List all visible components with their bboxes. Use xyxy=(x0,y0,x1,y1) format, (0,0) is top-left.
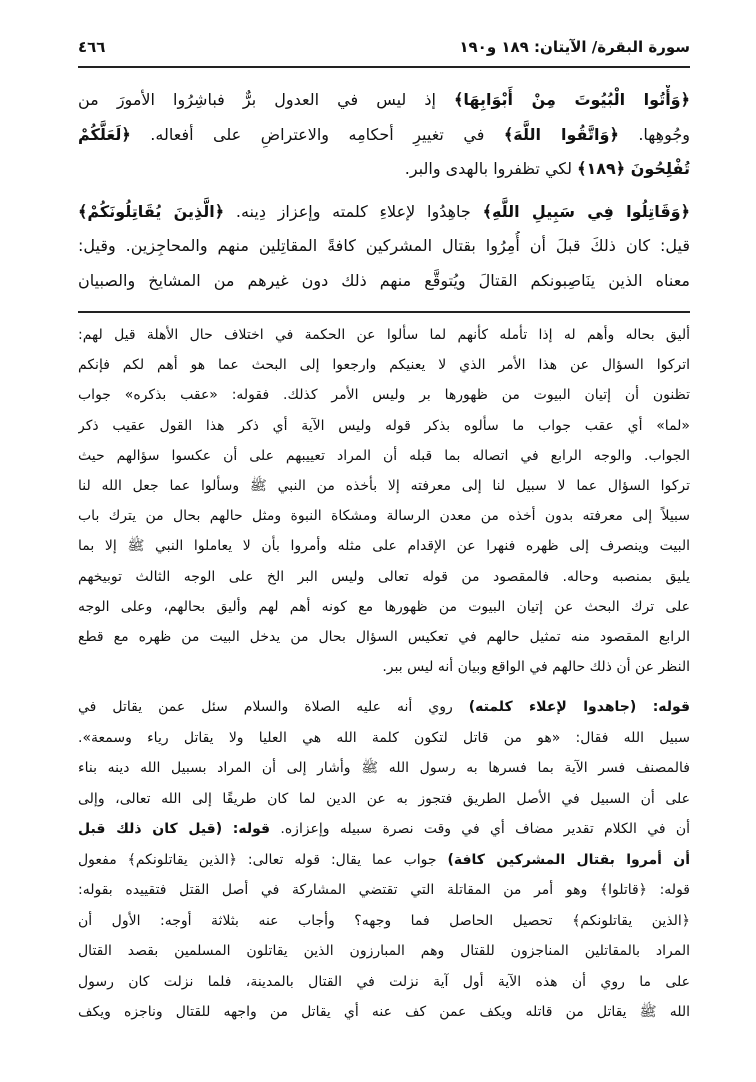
text-line xyxy=(78,381,690,409)
text-line xyxy=(78,442,690,470)
text-segment: لكي تظفروا بالهدى والبر. xyxy=(404,159,578,178)
text-line xyxy=(78,266,690,296)
text-segment: معناه الذين ينَاصِبونكم القتالَ ويُتوقَّع منهم ذلك دون غيرهم من المشايخ والصبيان xyxy=(78,270,690,290)
text-segment: قوله: ﴿قاتلوا﴾ وهو أمر من المقاتلة التي تقتضي المشاركة في أصل القتل فتقييده بقوله: xyxy=(78,882,690,898)
text-line xyxy=(78,532,690,560)
text-line xyxy=(78,968,690,996)
text-segment: في تغييرِ أحكامِه والاعتراضِ على أفعاله. xyxy=(130,124,504,144)
text-line xyxy=(78,724,690,752)
text-segment: تظنون أن إتيان البيوت من ظهورها بر وليس الأمر كذلك. فقوله: «عقب بذكره» جواب xyxy=(78,387,690,404)
text-segment: إذ ليس في العدول برٌّ فباشِرُوا الأمورَ من xyxy=(78,90,455,109)
text-segment: الله ﷺ يقاتل من قاتله ويكف عمن كف عنه أي يقاتل من واجهه للقتال وناجزه ويكف xyxy=(78,1004,690,1020)
bold-quote-segment: قوله: (قيل كان ذلك قبل xyxy=(78,821,271,837)
bold-quote-segment: ﴿لَعَلَّكُمْ xyxy=(78,124,131,144)
text-line xyxy=(78,846,690,874)
bold-quote-segment: ﴿وَاتَّقُوا اللَّهَ﴾ xyxy=(503,124,619,144)
bold-quote-segment: ﴿وَقَاتِلُوا فِي سَبِيلِ اللَّهِ﴾ xyxy=(482,201,690,221)
text-line xyxy=(78,502,690,530)
text-line xyxy=(78,815,690,843)
text-line xyxy=(78,351,690,379)
footnote-separator xyxy=(78,311,690,313)
text-segment: على ما روي أن هذه الآية أول آية نزلت في القتال بالمدينة، فلما نزلت كان رسول xyxy=(78,973,690,990)
text-segment: البيت وينصرف إلى ظهره فنهرا عن الإقدام على مثله وأمروا بأن لا يعاملوا النبي ﷺ إلا بما xyxy=(78,538,690,555)
text-line xyxy=(78,321,690,349)
text-line xyxy=(78,120,690,150)
text-segment: النظر عن أن ذلك حالهم في الواقع وبيان أنه ليس ببر. xyxy=(382,659,690,676)
text-line xyxy=(78,472,690,500)
bold-quote-segment: قوله: (جاهدوا لإعلاء كلمته) xyxy=(468,699,690,715)
text-line xyxy=(78,593,690,621)
text-segment: اتركوا السؤال عن هذا الأمر الذي لا يعنيكم وارجعوا إلى البحث عما هو أهم لكم فإنكم xyxy=(78,357,690,374)
text-segment: أن في الكلام تقدير مضاف أي في وقت نصرة سبيله وإعزازه. xyxy=(270,821,690,837)
text-segment: الجواب. والوجه الرابع في اتصاله بما قبله أن المراد تعييبهم على أن عكسوا سؤالهم حيث xyxy=(78,447,690,464)
page-number: ٤٦٦ xyxy=(78,38,106,56)
text-segment: سبيل الله فقال: «هو من قاتل لتكون كلمة الله هي العليا ولا يقاتل رياء وسمعة». xyxy=(78,729,690,746)
text-segment: الرابع المقصود منه تمثيل حالهم في تعكيس السؤال بحال من يدخل البيت من ظهره مع قطع xyxy=(78,629,690,645)
text-line xyxy=(78,785,690,813)
text-line xyxy=(78,876,690,904)
text-segment: وجُوهِها. xyxy=(618,124,690,144)
text-line xyxy=(78,754,690,782)
text-line xyxy=(78,231,690,261)
text-segment: المراد بالمقاتلين المناجزون للقتال وهم المبارزون الذين يقاتلون المسلمين بقصد القتال xyxy=(78,943,690,959)
text-segment: تركوا السؤال عما لا سبيل لنا إلى معرفته إلا بأخذه من النبي ﷺ وسألوا عما جعل الله لنا xyxy=(78,478,690,494)
text-segment: قيل: كان ذلكَ قبلَ أن أُمِرُوا بقتال المشركين كافةً المقاتِلين منهم والمحاجِزين. وقيل: xyxy=(78,236,690,255)
text-line xyxy=(78,412,690,440)
text-line xyxy=(78,563,690,591)
text-segment: فالمصنف فسر الآية بما فسرها به رسول الله ﷺ وأشار إلى أن المراد بسبيل الله دينه بناء xyxy=(78,760,690,776)
text-line xyxy=(78,85,690,115)
text-line xyxy=(78,998,690,1026)
text-segment: جاهِدُوا لإعلاءِ كلمته وإعزاز دِينه. xyxy=(224,201,483,221)
text-segment: روي أنه عليه الصلاة والسلام سئل عمن يقاتل في xyxy=(78,699,469,715)
text-line xyxy=(78,937,690,965)
text-segment: على ترك البحث عن إتيان البيوت من ظهورها مع كونه أهم لهم وأليق بحالهم، وعلى الوجه xyxy=(78,598,690,615)
text-segment: «لما» أي عقب جواب ما سألوه بذكر قوله وليس الآية أي ذكر هذا القول عقيب ذكر xyxy=(78,417,690,434)
running-header xyxy=(78,38,690,62)
text-segment: ﴿الذين يقاتلونكم﴾ تحصيل الحاصل فما وجهه؟ وأجاب عنه بثلاثة أوجه: الأول أن xyxy=(78,912,690,929)
running-header-title: سورة البقرة/ الآيتان: ١٨٩ و١٩٠ xyxy=(459,38,690,56)
bold-quote-segment: تُفْلِحُونَ ﴿١٨٩﴾ xyxy=(577,159,690,178)
text-line xyxy=(78,623,690,651)
text-line xyxy=(78,693,690,721)
text-line xyxy=(78,653,690,681)
text-segment: سبيلاً إلى معرفته بدون أخذه من معدن الرسالة ومشكاة النبوة ومثل حالهم بحال من يترك باب xyxy=(78,508,690,525)
text-segment: أليق بحاله وأهم له إذا تأمله كأنهم لما سألوا عن الحكمة في اختلاف حال الأهلة قيل لهم: xyxy=(78,327,690,343)
bold-quote-segment: ﴿الَّذِينَ يُقَاتِلُونَكُمْ﴾ xyxy=(78,201,225,221)
text-segment: يليق بمنصبه وحاله. فالمقصود من قوله تعالى وليس البر الخ على الوجه الثالث توبيخهم xyxy=(78,568,690,585)
text-segment: على أن السبيل في الأصل الطريق فتجوز به عن الدين لما كان طريقًا إلى الله تعالى، وإلى xyxy=(78,790,690,807)
bold-quote-segment: أن أمروا بقتال المشركين كافة) xyxy=(447,851,690,868)
bold-quote-segment: ﴿وَأْتُوا الْبُيُوتَ مِنْ أَبْوَابِهَا﴾ xyxy=(454,90,690,109)
header-rule xyxy=(78,66,690,68)
text-line xyxy=(78,197,690,227)
text-line xyxy=(78,154,690,184)
text-line xyxy=(78,907,690,935)
text-segment: جواب عما يقال: قوله تعالى: ﴿الذين يقاتلونكم﴾ مفعول xyxy=(78,851,448,868)
